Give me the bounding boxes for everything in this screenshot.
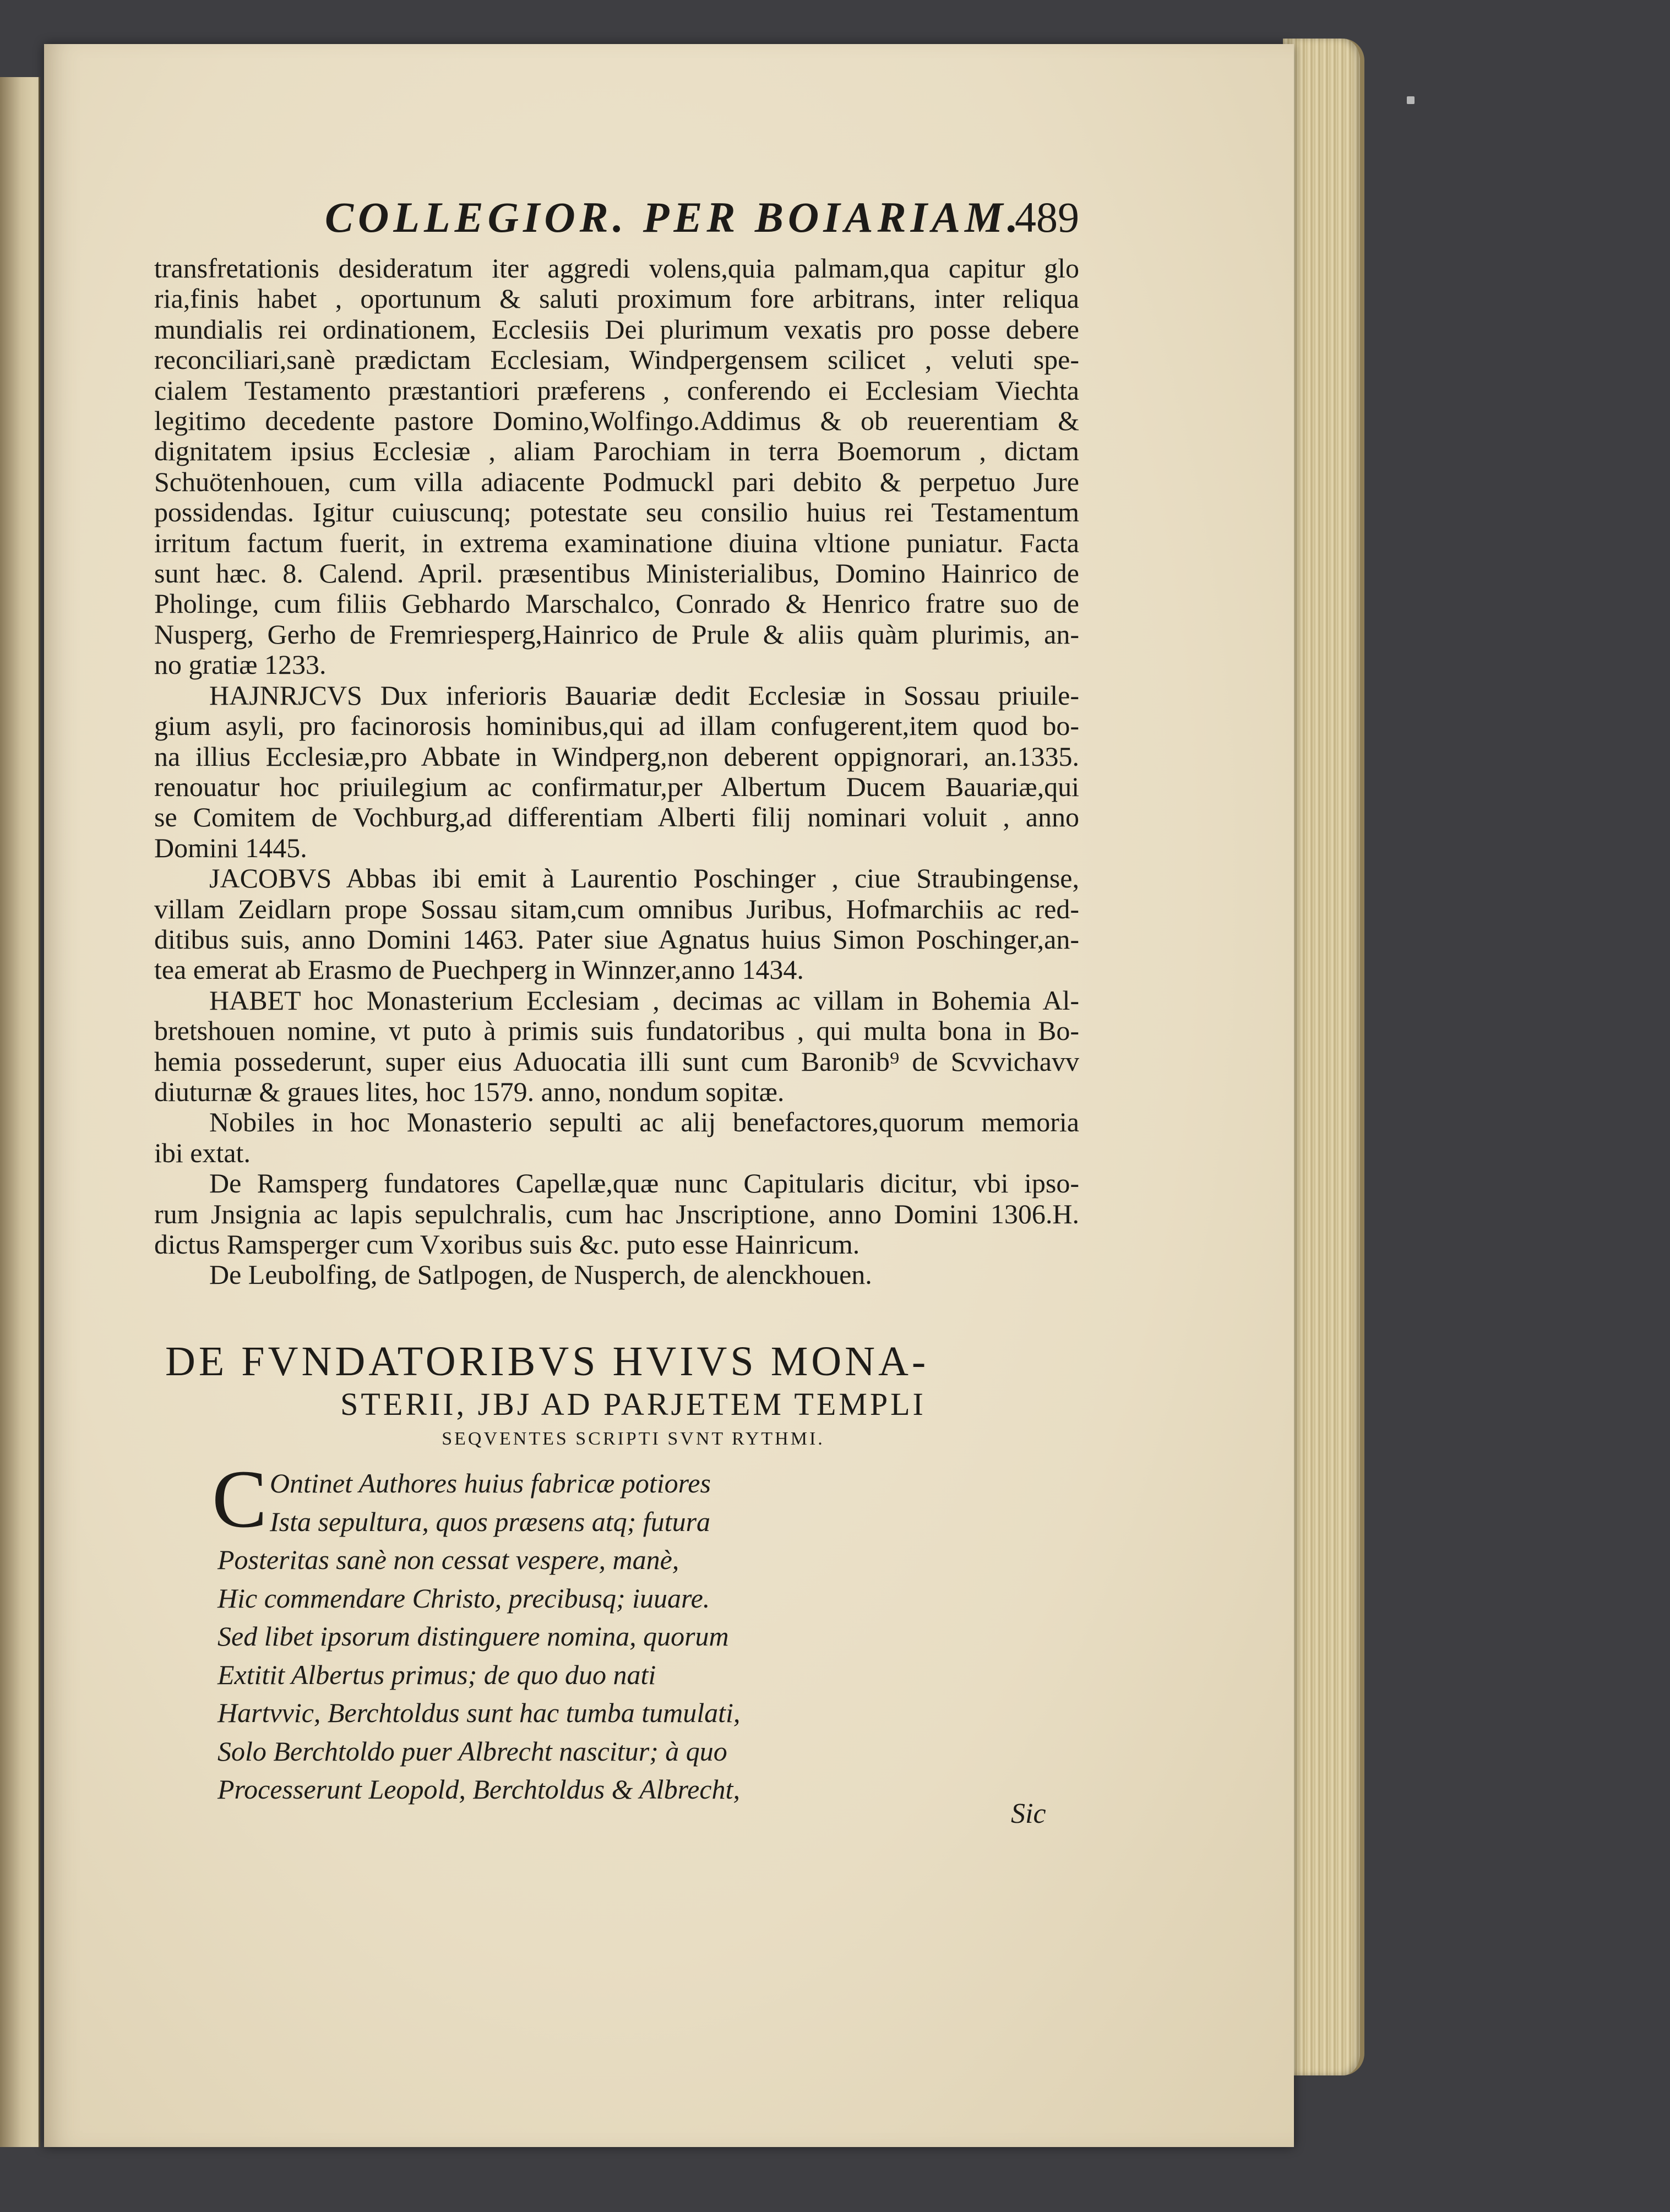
poem-line: Sed libet ipsorum distinguere nomina, quorum (217, 1621, 729, 1652)
text-line: HAJNRJCVS Dux inferioris Bauariæ dedit Ecclesiæ in Sossau priuile- (209, 679, 1079, 711)
text-line: diuturnæ & graues lites, hoc 1579. anno, nondum sopitæ. (154, 1076, 785, 1107)
text-line: renouatur hoc priuilegium ac confirmatur,per Albertum Ducem Bauariæ,qui (154, 771, 1079, 802)
text-line: gium asyli, pro facinorosis hominibus,qui ad illam confugerent,item quod bo- (154, 710, 1079, 742)
text-line: possidendas. Igitur cuiuscunq; potestate seu consilio huius rei Testamentum (154, 497, 1079, 528)
text-line: Pholinge, cum filiis Gebhardo Marschalco, Conrado & Henrico fratre suo de (154, 588, 1079, 619)
catchword: Sic (1011, 1798, 1046, 1829)
text-line: dictus Ramsperger cum Vxoribus suis &c. puto esse Hainricum. (154, 1229, 860, 1260)
poem-line: Hic commendare Christo, precibusq; iuuare. (217, 1582, 710, 1614)
scan-marker (1407, 96, 1415, 104)
drop-cap: C (212, 1453, 268, 1545)
poem-line: Posteritas sanè non cessat vespere, manè, (217, 1544, 679, 1575)
text-line: De Leubolfing, de Satlpogen, de Nusperch, de alenckhouen. (209, 1259, 872, 1290)
text-line: JACOBVS Abbas ibi emit à Laurentio Poschinger , ciue Straubingense, (209, 863, 1079, 894)
poem-line: Ista sepultura, quos præsens atq; futura (270, 1506, 711, 1537)
text-line: dignitatem ipsius Ecclesiæ , aliam Parochiam in terra Boemorum , dictam (154, 435, 1079, 467)
text-line: hemia possederunt, super eius Aduocatia illi sunt cum Baronib⁹ de Scvvichavv (154, 1045, 1079, 1077)
epitaph-poem (212, 1453, 1098, 1809)
heading-line-3: SEQVENTES SCRIPTI SVNT RYTHMI. (442, 1429, 825, 1449)
page-header (325, 193, 1079, 253)
poem-line: Processerunt Leopold, Berchtoldus & Albrecht, (217, 1774, 740, 1805)
text-line: bretshouen nomine, vt puto à primis suis fundatoribus , qui multa bona in Bo- (154, 1015, 1079, 1047)
text-line: legitimo decedente pastore Domino,Wolfingo.Addimus & ob reuerentiam & (154, 405, 1079, 437)
text-line: irritum factum fuerit, in extrema examinatione diuina vltione puniatur. Facta (154, 527, 1079, 558)
text-line: mundialis rei ordinationem, Ecclesiis Dei plurimum vexatis pro posse debere (154, 313, 1079, 345)
text-line: ditibus suis, anno Domini 1463. Pater siue Agnatus huius Simon Poschinger,an- (154, 923, 1079, 955)
heading-line-1: DE FVNDATORIBVS HVIVS MONA- (165, 1338, 929, 1385)
text-line: no gratiæ 1233. (154, 649, 327, 680)
text-line: ibi extat. (154, 1137, 251, 1168)
text-line: HABET hoc Monasterium Ecclesiam , decimas ac villam in Bohemia Al- (209, 984, 1079, 1016)
facing-page-edge (0, 77, 40, 2147)
body-text (154, 253, 1079, 1290)
text-line: se Comitem de Vochburg,ad differentiam Alberti filij nominari voluit , anno (154, 802, 1079, 833)
text-line: tea emerat ab Erasmo de Puechperg in Winnzer,anno 1434. (154, 954, 804, 985)
text-line: Domini 1445. (154, 832, 307, 863)
heading-line-2: STERII, JBJ AD PARJETEM TEMPLI (340, 1386, 926, 1422)
book-fore-edge (1283, 39, 1364, 2075)
text-line: Nobiles in hoc Monasterio sepulti ac alij benefactores,quorum memoria (209, 1107, 1079, 1138)
text-line: Nusperg, Gerho de Fremriesperg,Hainrico de Prule & aliis quàm plurimis, an- (154, 618, 1079, 650)
poem-line: Ontinet Authores huius fabricæ potiores (270, 1468, 711, 1499)
text-line: villam Zeidlarn prope Sossau sitam,cum omnibus Juribus, Hofmarchiis ac red- (154, 893, 1079, 924)
running-head: COLLEGIOR. PER BOIARIAM. (325, 193, 1022, 241)
poem-line: Extitit Albertus primus; de quo duo nati (217, 1659, 656, 1690)
text-line: na illius Ecclesiæ,pro Abbate in Windperg,non deberent oppignorari, an.1335. (154, 740, 1079, 772)
poem-line: Hartvvic, Berchtoldus sunt hac tumba tumulati, (217, 1697, 741, 1728)
page-number: 489 (1015, 193, 1079, 241)
section-heading (165, 1338, 1101, 1454)
text-line: ria,finis habet , oportunum & saluti proximum fore arbitrans, inter reliqua (154, 283, 1079, 314)
text-line: sunt hæc. 8. Calend. April. præsentibus Ministerialibus, Domino Hainrico de (154, 558, 1079, 589)
text-line: De Ramsperg fundatores Capellæ,quæ nunc Capitularis dicitur, vbi ipso- (209, 1168, 1079, 1199)
text-line: cialem Testamento præstantiori præferens , conferendo ei Ecclesiam Viechta (154, 374, 1079, 406)
text-line: reconciliari,sanè prædictam Ecclesiam, Windpergensem scilicet , veluti spe- (154, 344, 1079, 375)
text-line: rum Jnsignia ac lapis sepulchralis, cum hac Jnscriptione, anno Domini 1306.H. (154, 1198, 1079, 1229)
text-line: Schuötenhouen, cum villa adiacente Podmuckl pari debito & perpetuo Jure (154, 466, 1079, 497)
poem-line: Solo Berchtoldo puer Albrecht nascitur; à quo (217, 1735, 727, 1767)
text-line: transfretationis desideratum iter aggredi volens,quia palmam,qua capitur glo (154, 253, 1079, 284)
